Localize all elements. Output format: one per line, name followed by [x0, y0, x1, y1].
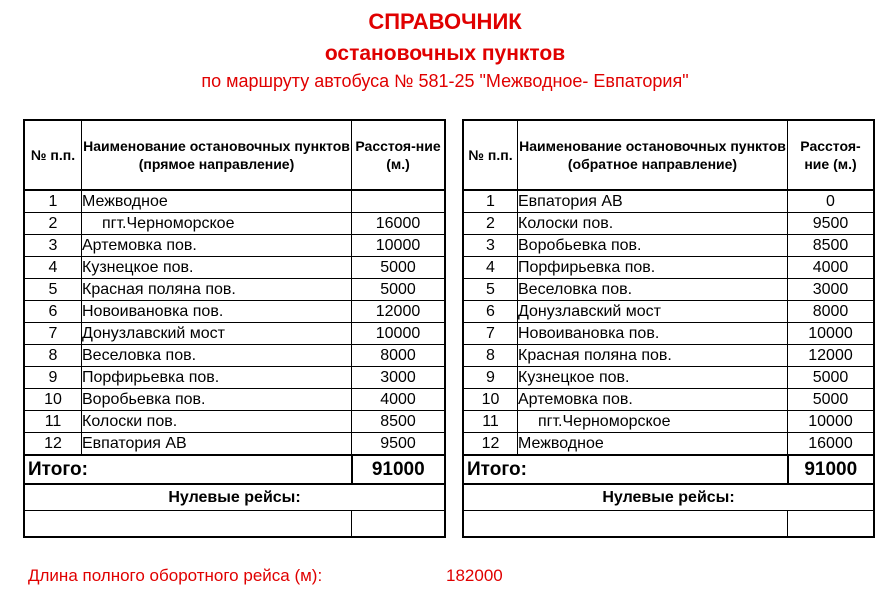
stop-number: 6: [464, 301, 518, 323]
stop-name: Кузнецкое пов.: [518, 367, 788, 389]
stop-distance: 12000: [352, 301, 445, 323]
stop-row: [464, 323, 874, 345]
stop-number: 8: [464, 345, 518, 367]
stop-number: 11: [25, 411, 82, 433]
stop-distance: 8500: [352, 411, 445, 433]
stop-row: [25, 433, 445, 456]
stop-distance: 0: [788, 190, 874, 213]
total-label: Итого:: [25, 455, 352, 484]
forward-direction-table: [24, 120, 445, 537]
total-value: 91000: [352, 455, 445, 484]
stop-number: 9: [464, 367, 518, 389]
stop-distance: 5000: [352, 257, 445, 279]
route-line: по маршруту автобуса № 581-25 "Межводное- Евпатория": [201, 71, 689, 91]
stop-row: [464, 190, 874, 213]
stop-distance: 5000: [788, 367, 874, 389]
stop-name: Колоски пов.: [518, 213, 788, 235]
stop-distance: 10000: [352, 323, 445, 345]
stop-row: [464, 301, 874, 323]
stop-name: Артемовка пов.: [518, 389, 788, 411]
stop-name: Артемовка пов.: [82, 235, 352, 257]
stop-name: Новоивановка пов.: [518, 323, 788, 345]
stop-name: Красная поляна пов.: [518, 345, 788, 367]
stop-number: 6: [25, 301, 82, 323]
stop-number: 5: [25, 279, 82, 301]
stop-distance: 8000: [788, 301, 874, 323]
stop-distance: 4000: [788, 257, 874, 279]
zero-trips-row: [25, 484, 445, 511]
stop-row: [464, 235, 874, 257]
zero-trips-row: [464, 484, 874, 511]
stop-row: [25, 213, 445, 235]
document-title: СПРАВОЧНИК: [368, 9, 522, 34]
stop-name: Кузнецкое пов.: [82, 257, 352, 279]
stop-distance: 10000: [788, 323, 874, 345]
col-name-header: Наименование остановочных пунктов (обратное направление): [518, 121, 788, 191]
stop-distance: 3000: [788, 279, 874, 301]
stop-distance: 5000: [352, 279, 445, 301]
stop-number: 7: [464, 323, 518, 345]
stop-number: 10: [25, 389, 82, 411]
stop-row: [25, 190, 445, 213]
stop-name: Веселовка пов.: [82, 345, 352, 367]
stop-name: Красная поляна пов.: [82, 279, 352, 301]
col-num-header: № п.п.: [25, 121, 82, 191]
stop-distance: 10000: [352, 235, 445, 257]
stop-name: Порфирьевка пов.: [82, 367, 352, 389]
total-value: 91000: [788, 455, 874, 484]
stop-row: [25, 235, 445, 257]
blank-cell: [788, 511, 874, 537]
stop-name: Межводное: [518, 433, 788, 456]
stop-number: 10: [464, 389, 518, 411]
col-name-header: Наименование остановочных пунктов (прямое направление): [82, 121, 352, 191]
stop-row: [25, 257, 445, 279]
stop-name: Донузлавский мост: [82, 323, 352, 345]
stop-distance: 12000: [788, 345, 874, 367]
stop-name: Евпатория АВ: [82, 433, 352, 456]
stop-number: 11: [464, 411, 518, 433]
stop-name: Веселовка пов.: [518, 279, 788, 301]
stop-number: 1: [464, 190, 518, 213]
stop-name: Воробьевка пов.: [82, 389, 352, 411]
stop-name: Евпатория АВ: [518, 190, 788, 213]
stop-distance: [352, 190, 445, 213]
stop-number: 2: [464, 213, 518, 235]
stop-row: [464, 411, 874, 433]
stop-row: [464, 213, 874, 235]
stop-number: 7: [25, 323, 82, 345]
stop-distance: 8000: [352, 345, 445, 367]
total-row: [464, 455, 874, 484]
stop-name: Новоивановка пов.: [82, 301, 352, 323]
stop-row: [464, 257, 874, 279]
total-row: [25, 455, 445, 484]
stop-number: 12: [464, 433, 518, 456]
stop-distance: 9500: [352, 433, 445, 456]
stop-row: [25, 345, 445, 367]
blank-cell: [352, 511, 445, 537]
stop-number: 8: [25, 345, 82, 367]
stop-distance: 3000: [352, 367, 445, 389]
stop-row: [25, 389, 445, 411]
stop-number: 1: [25, 190, 82, 213]
col-num-header: № п.п.: [464, 121, 518, 191]
stop-row: [25, 323, 445, 345]
stop-name: Межводное: [82, 190, 352, 213]
stop-number: 12: [25, 433, 82, 456]
stop-number: 5: [464, 279, 518, 301]
zero-trips-label: Нулевые рейсы:: [25, 484, 445, 511]
stop-distance: 16000: [352, 213, 445, 235]
stop-number: 3: [464, 235, 518, 257]
zero-trips-label: Нулевые рейсы:: [464, 484, 874, 511]
stop-row: [25, 279, 445, 301]
stop-number: 4: [464, 257, 518, 279]
blank-row: [464, 511, 874, 537]
stop-name: Колоски пов.: [82, 411, 352, 433]
blank-cell: [464, 511, 788, 537]
stop-row: [464, 345, 874, 367]
blank-cell: [25, 511, 352, 537]
stop-row: [464, 279, 874, 301]
stop-distance: 9500: [788, 213, 874, 235]
document-subtitle: остановочных пунктов: [324, 42, 566, 65]
stop-number: 9: [25, 367, 82, 389]
stop-distance: 8500: [788, 235, 874, 257]
total-label: Итого:: [464, 455, 788, 484]
stop-row: [25, 367, 445, 389]
stop-number: 4: [25, 257, 82, 279]
stop-distance: 16000: [788, 433, 874, 456]
stop-row: [25, 301, 445, 323]
stop-name: пгт.Черноморское: [82, 213, 352, 235]
blank-row: [25, 511, 445, 537]
round-trip-value: 182000: [446, 566, 503, 585]
reverse-direction-table: [463, 120, 874, 537]
stop-name: Донузлавский мост: [518, 301, 788, 323]
stop-row: [464, 367, 874, 389]
stop-distance: 5000: [788, 389, 874, 411]
stop-distance: 4000: [352, 389, 445, 411]
stop-number: 3: [25, 235, 82, 257]
round-trip-label: Длина полного оборотного рейса (м):: [28, 566, 323, 585]
stop-row: [25, 411, 445, 433]
stop-number: 2: [25, 213, 82, 235]
col-dist-header: Расстоя-ние (м.): [788, 121, 874, 191]
stop-name: Порфирьевка пов.: [518, 257, 788, 279]
col-dist-header: Расстоя-ние (м.): [352, 121, 445, 191]
stop-row: [464, 433, 874, 456]
stop-distance: 10000: [788, 411, 874, 433]
stop-row: [464, 389, 874, 411]
stop-name: пгт.Черноморское: [518, 411, 788, 433]
stop-name: Воробьевка пов.: [518, 235, 788, 257]
